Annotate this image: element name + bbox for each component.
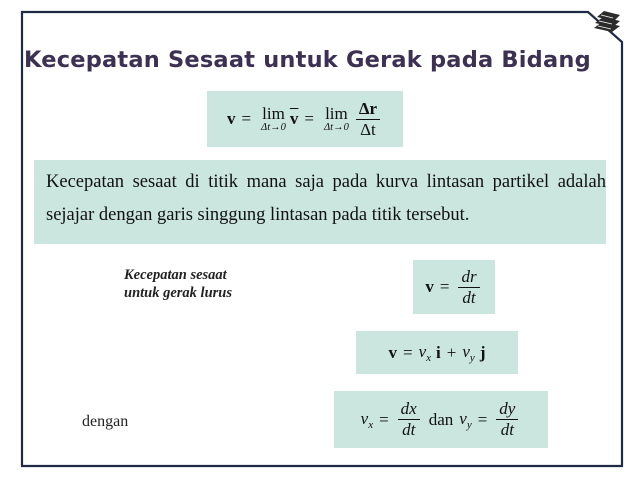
- dengan-label: dengan: [82, 413, 129, 430]
- statement-box: Kecepatan sesaat di titik mana saja pada kurva lintasan partikel adalah sejajar dengan garis singgung lintasan pada titik tersebut.: [34, 160, 606, 244]
- vx-symbol: $v_x$: [360, 408, 374, 431]
- label-line-2: untuk gerak lurus: [124, 285, 232, 301]
- lim-text: lim: [262, 103, 285, 123]
- equation-derivative-box: [413, 260, 495, 314]
- straight-motion-label: [124, 266, 232, 302]
- velocity-symbol: v: [226, 109, 236, 128]
- unit-vector-j: j: [479, 342, 486, 362]
- velocity-symbol: v: [388, 342, 398, 362]
- fraction-numerator: dx: [398, 400, 420, 420]
- equals-sign: =: [439, 277, 450, 296]
- average-velocity-symbol: $\overline{v}$: [289, 109, 299, 128]
- delta-fraction: [356, 100, 380, 139]
- fraction-denominator: dt: [500, 420, 514, 439]
- equals-sign: =: [379, 409, 389, 429]
- vy-symbol: $v_y$: [459, 408, 472, 431]
- equation-components-box: [356, 331, 518, 374]
- lim-subscript: Δt→0: [261, 121, 286, 133]
- fraction-numerator: Δr: [356, 100, 380, 120]
- limit-operator: [261, 105, 286, 134]
- fraction-numerator: dr: [458, 268, 479, 288]
- lim-text: lim: [325, 103, 348, 123]
- fraction-denominator: Δt: [360, 119, 376, 139]
- equals-sign: =: [241, 109, 252, 128]
- stacked-books-icon: [592, 10, 622, 36]
- vx-symbol: $v_x$: [418, 341, 432, 364]
- limit-operator: [324, 105, 349, 134]
- equals-sign: =: [403, 342, 413, 362]
- equals-sign: =: [477, 409, 488, 429]
- equals-sign: =: [304, 109, 314, 128]
- label-line-1: Kecepatan sesaat: [124, 267, 227, 283]
- fraction-denominator: dt: [402, 420, 416, 439]
- vy-symbol: $v_y$: [462, 341, 475, 364]
- plus-sign: +: [446, 342, 457, 362]
- dy-dt-fraction: [496, 400, 518, 439]
- lim-subscript: Δt→0: [323, 121, 349, 133]
- fraction-numerator: dy: [496, 400, 518, 420]
- slide-title: Kecepatan Sesaat untuk Gerak pada Bidang: [24, 47, 591, 73]
- dan-word: dan: [428, 409, 454, 429]
- velocity-symbol: v: [425, 277, 434, 296]
- derivative-fraction: [458, 268, 479, 307]
- equation-scalar-box: [334, 391, 548, 448]
- dx-dt-fraction: [398, 400, 420, 439]
- unit-vector-i: i: [436, 342, 441, 362]
- fraction-denominator: dt: [462, 287, 476, 307]
- equation-limit-box: [207, 91, 403, 147]
